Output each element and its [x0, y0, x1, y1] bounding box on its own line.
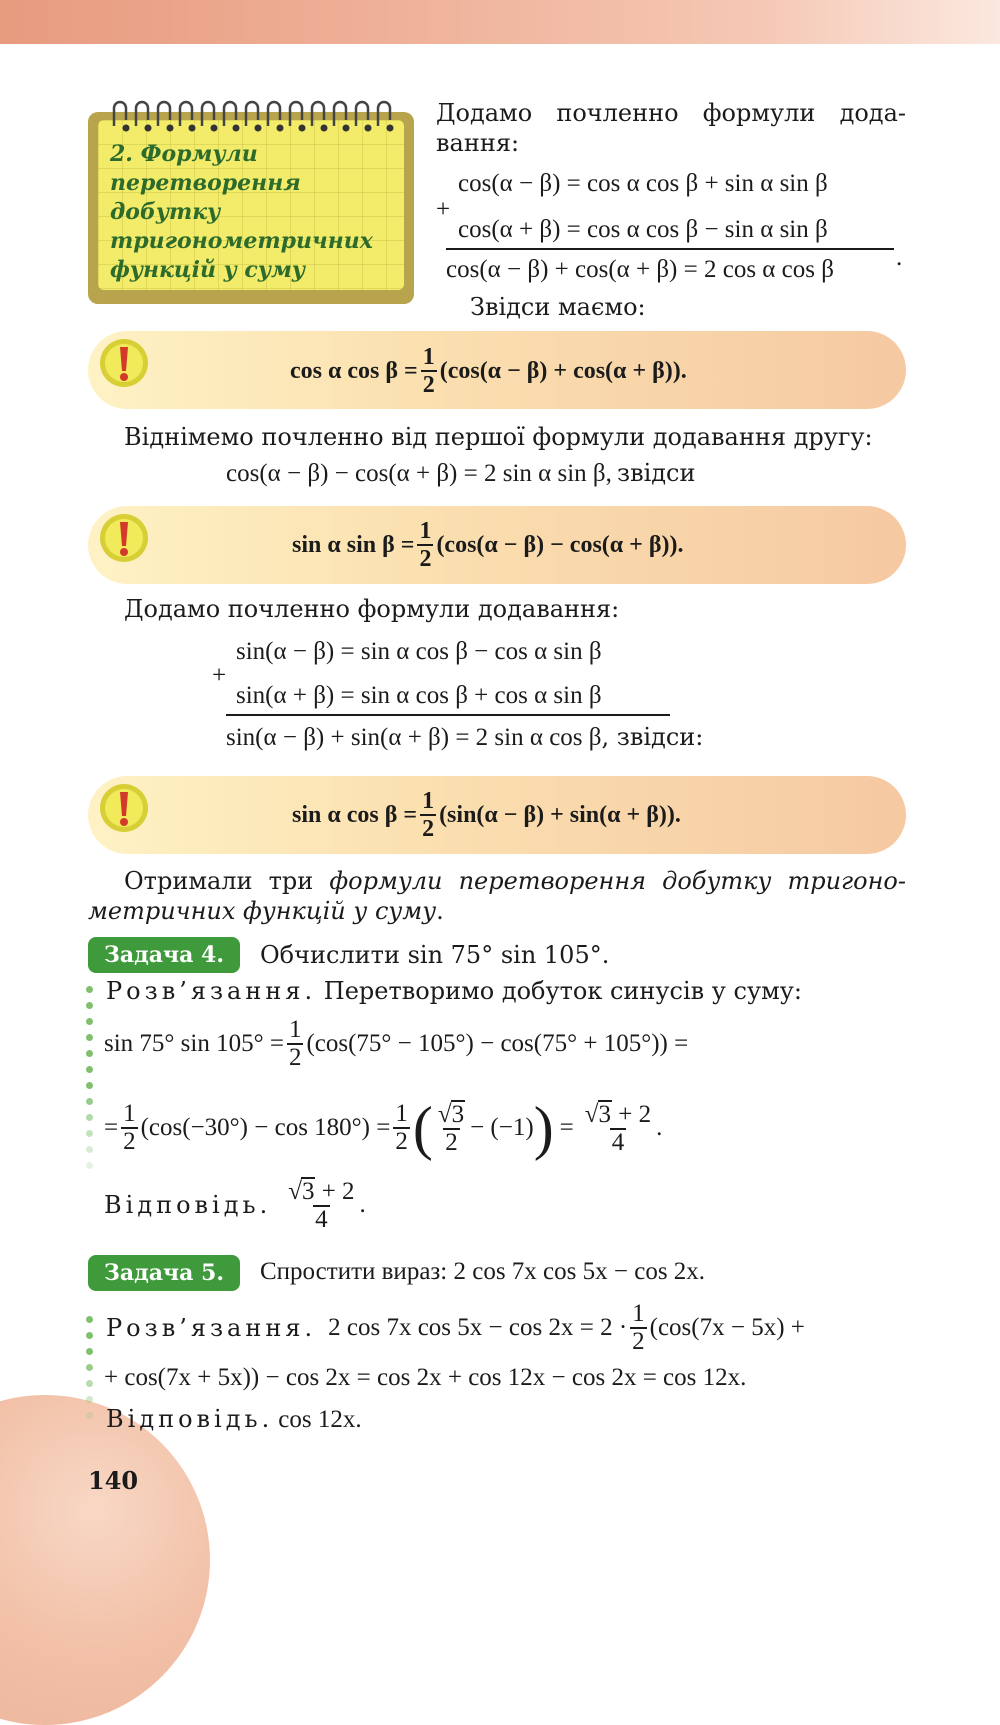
task-badge: Задача 5. [88, 1255, 240, 1291]
period: . [359, 1191, 366, 1218]
paragraph-line: Звідси маємо: [470, 293, 646, 321]
paragraph-line: Додамо почленно формули додавання: [124, 595, 620, 623]
fraction-numerator: √3 + 2 [288, 1178, 355, 1205]
page-number: 140 [88, 1466, 139, 1495]
section-title-line: добутку [110, 199, 221, 225]
formula-lhs: sin α cos β = [292, 801, 418, 828]
fraction-numerator: 1 [123, 1100, 136, 1127]
expression: (cos(7x − 5x) + [649, 1314, 805, 1341]
equation: cos(α + β) = cos α cos β − sin α sin β [458, 216, 828, 243]
answer-value: cos 12x. [278, 1406, 362, 1433]
answer-line [104, 1172, 366, 1238]
equation: sin(α − β) = sin α cos β − cos α sin β [236, 638, 602, 665]
solution-label: Розв’язання. [106, 977, 317, 1005]
plus-sign: + [436, 196, 451, 223]
summary-text: . [436, 897, 444, 925]
section-title [110, 140, 400, 285]
fraction [421, 344, 437, 398]
task-statement-text: Спростити вираз: 2 cos 7x cos 5x − cos 2x. [260, 1258, 706, 1285]
equation-sum: cos(α − β) + cos(α + β) = 2 cos α cos β [446, 256, 834, 283]
solution-line-2: + cos(7x + 5x)) − cos 2x = cos 2x + cos 12x − cos 2x = cos 12x. [104, 1364, 747, 1391]
expression: − (−1) [470, 1114, 534, 1141]
equation-difference [226, 458, 696, 488]
fraction [393, 1101, 410, 1155]
text-tail: звідси [617, 459, 696, 487]
summary-italic: формули перетворення добутку тригоно- [329, 867, 906, 895]
fraction-numerator: 1 [288, 1016, 302, 1043]
section-title-line: 2. Формули [110, 141, 258, 167]
plus-sign: + [212, 662, 227, 689]
text-tail: , звідси: [601, 723, 704, 751]
right-paren: ) [533, 1095, 554, 1161]
paragraph-line: вання: [436, 129, 520, 157]
fraction-numerator: 1 [632, 1300, 645, 1327]
fraction-numerator: √3 [437, 1101, 465, 1128]
fraction [286, 1177, 356, 1233]
formula-rhs: (cos(α − β) − cos(α + β)). [436, 531, 684, 558]
expression: (cos(75° − 105°) − cos(75° + 105°)) = [306, 1030, 689, 1057]
corner-decoration [0, 1395, 210, 1725]
section-title-line: тригонометричних [110, 228, 373, 254]
fraction-denominator: 2 [123, 1128, 136, 1155]
solution-line-2 [104, 1092, 662, 1164]
fraction [436, 1100, 467, 1156]
formula-product-cos [290, 340, 687, 402]
expression: 2 cos 7x cos 5x − cos 2x = 2 · [328, 1314, 628, 1341]
answer-label: Відповідь. [104, 1191, 272, 1219]
expression: (cos(−30°) − cos 180°) = [140, 1114, 391, 1141]
expression: = [559, 1114, 574, 1141]
fraction-numerator: 1 [419, 518, 432, 544]
equation: sin(α + β) = sin α cos β + cos α sin β [236, 682, 602, 709]
sqrt-radicand: 3 [451, 1101, 465, 1128]
left-paren: ( [412, 1095, 433, 1161]
formula-rhs: (cos(α − β) + cos(α + β)). [439, 357, 687, 384]
fraction-numerator: 1 [422, 344, 435, 370]
solution-text: Перетворимо добуток синусів у суму: [323, 977, 802, 1005]
exclamation-icon [98, 337, 150, 389]
fraction-numerator: √3 + 2 [584, 1101, 652, 1128]
expression: sin 75° sin 105° = [104, 1030, 284, 1057]
fraction-numerator: 1 [395, 1100, 408, 1127]
fraction [417, 518, 433, 572]
equation: cos(α − β) = cos α cos β + sin α sin β [458, 170, 828, 197]
fraction-denominator: 2 [395, 1128, 408, 1155]
fraction-denominator: 2 [632, 1328, 645, 1355]
fraction [420, 788, 436, 842]
sum-line [226, 714, 670, 716]
exclamation-icon [98, 782, 150, 834]
fraction-denominator: 4 [611, 1129, 625, 1156]
solution-line-1 [106, 1296, 805, 1360]
fraction-denominator: 4 [315, 1206, 328, 1233]
equation-sum: sin(α − β) + sin(α + β) = 2 sin α cos β [226, 724, 602, 751]
solution-dots [86, 986, 96, 1186]
header-decoration [0, 0, 1000, 44]
fraction-denominator: 2 [419, 546, 432, 572]
section-title-line: функцій у суму [110, 257, 306, 283]
summary-italic: метричних функцій у суму [88, 897, 437, 925]
formula-product-sin [292, 514, 683, 576]
solution-dots [86, 1316, 96, 1426]
formula-lhs: sin α sin β = [292, 531, 415, 558]
equation: cos(α − β) − cos(α + β) = 2 sin α sin β, [226, 460, 612, 487]
fraction-denominator: 2 [422, 372, 435, 398]
solution-label: Розв’язання. [106, 1314, 317, 1342]
fraction-denominator: 2 [422, 816, 435, 842]
sqrt-radicand: 3 [598, 1101, 612, 1128]
fraction [583, 1100, 653, 1156]
summary-line [88, 896, 444, 926]
notebook-rings [104, 96, 394, 136]
equation-sum-row [226, 722, 703, 752]
task-statement: Обчислити sin 75° sin 105°. [260, 941, 610, 969]
fraction [287, 1017, 304, 1071]
fraction-numerator: 1 [422, 788, 435, 814]
section-title-line: перетворення [110, 170, 301, 196]
expression: = [104, 1114, 119, 1141]
answer-line [106, 1404, 362, 1434]
fraction [630, 1301, 647, 1355]
formula-sin-cos [292, 784, 681, 846]
period: . [896, 244, 903, 271]
period: . [656, 1114, 663, 1141]
fraction [121, 1101, 138, 1155]
sqrt-radicand: 3 [301, 1178, 315, 1205]
solution-line-1 [104, 1012, 688, 1076]
answer-label: Відповідь. [106, 1405, 274, 1433]
exclamation-icon [98, 512, 150, 564]
paragraph-line: Додамо почленно формули дода- [436, 99, 906, 127]
formula-lhs: cos α cos β = [290, 357, 418, 384]
fraction-denominator: 2 [445, 1129, 458, 1156]
summary-text: Отримали три [124, 867, 330, 895]
task-badge: Задача 4. [88, 937, 240, 973]
sum-line [446, 248, 894, 250]
fraction-denominator: 2 [288, 1044, 302, 1071]
summary-line [124, 866, 906, 896]
paragraph-line: Віднімемо почленно від першої формули додавання другу: [124, 423, 873, 451]
formula-rhs: (sin(α − β) + sin(α + β)). [439, 801, 681, 828]
numerator-rest: + 2 [321, 1178, 355, 1205]
solution-header [106, 976, 802, 1006]
numerator-rest: + 2 [618, 1101, 652, 1128]
task-statement [260, 1258, 705, 1286]
